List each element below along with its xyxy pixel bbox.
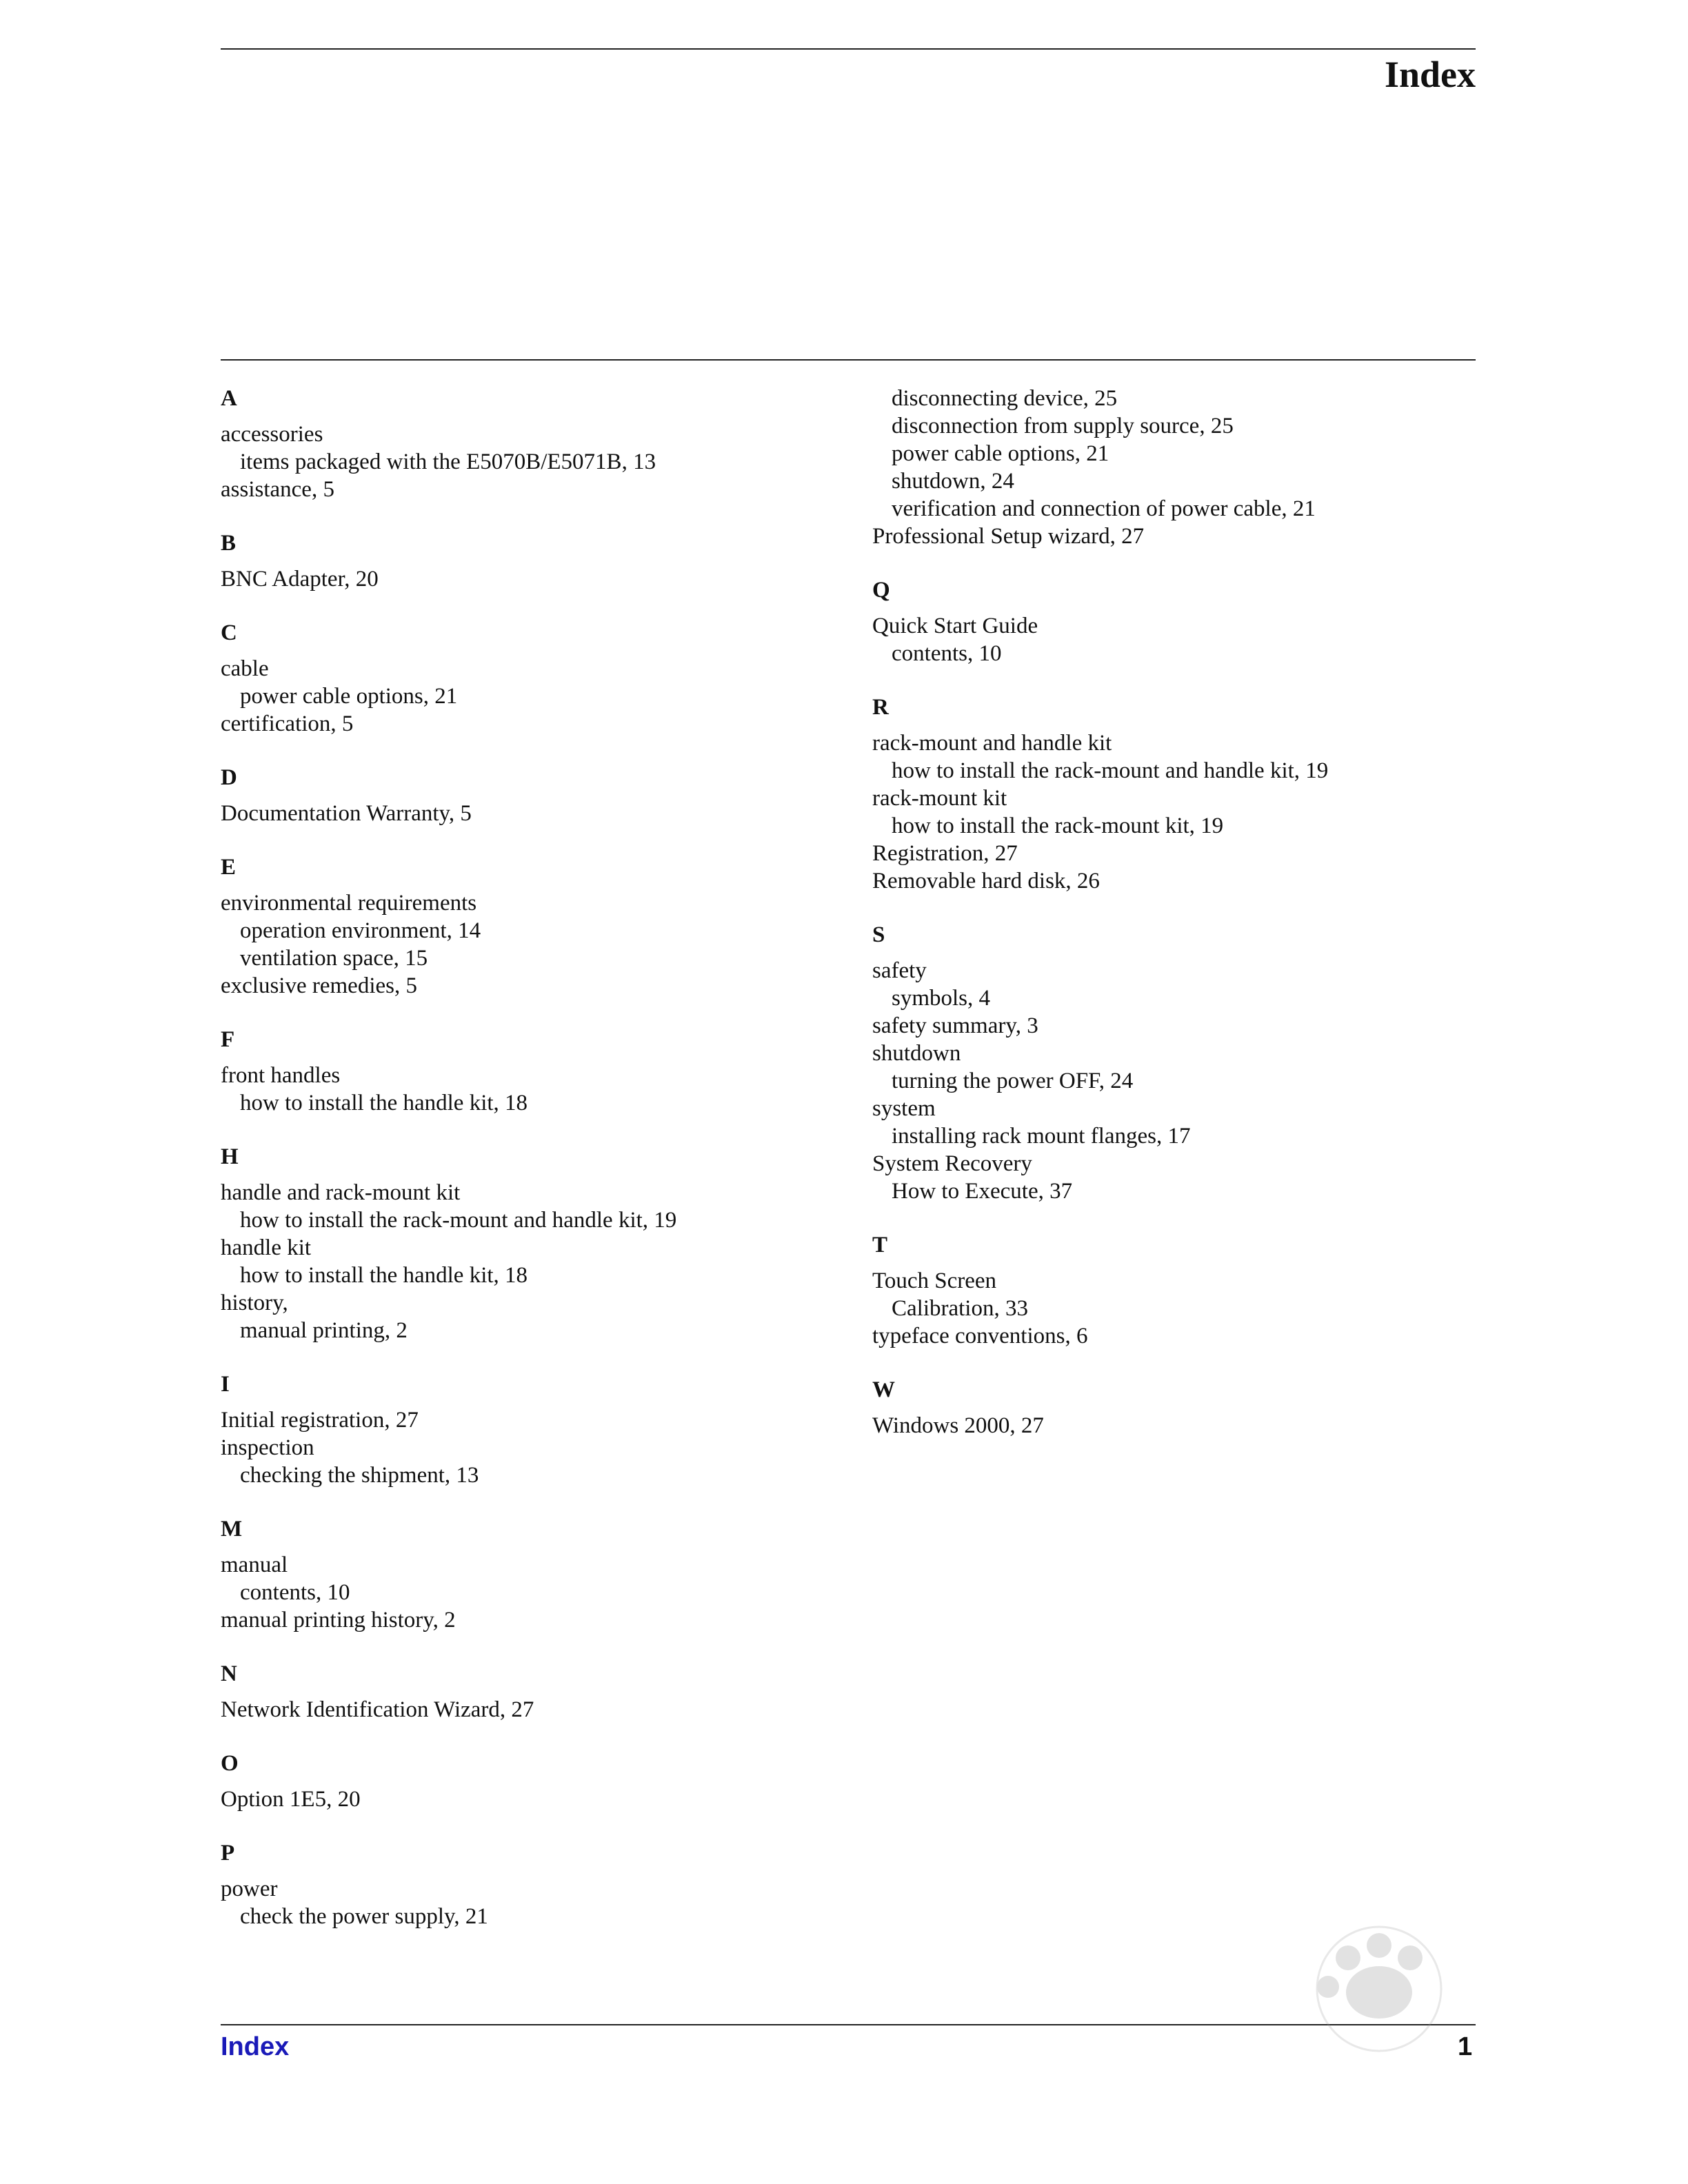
index-entry: Initial registration, 27 [221,1408,419,1433]
index-subentry: disconnection from supply source, 25 [892,414,1234,438]
index-subentry: check the power supply, 21 [240,1904,488,1929]
index-letter-heading: H [221,1144,239,1169]
paw-pad [1317,1976,1339,1998]
index-entry: rack-mount kit [872,786,1007,811]
index-entry: Network Identification Wizard, 27 [221,1697,534,1722]
index-entry: Windows 2000, 27 [872,1413,1044,1438]
index-subentry: manual printing, 2 [240,1318,408,1343]
index-letter-heading: I [221,1372,230,1397]
index-section [221,529,841,593]
index-entry: typeface conventions, 6 [872,1324,1088,1348]
index-entry: exclusive remedies, 5 [221,973,417,998]
index-subentry: disconnecting device, 25 [892,386,1118,411]
index-letter-heading: R [872,695,889,720]
index-subentry: how to install the rack-mount kit, 19 [892,813,1224,838]
section-rule [221,359,1476,361]
index-entry: Documentation Warranty, 5 [221,801,472,826]
index-subentry: contents, 10 [240,1580,350,1605]
index-section [221,1660,841,1723]
paw-pad [1398,1945,1423,1970]
index-subentry: turning the power OFF, 24 [892,1069,1134,1093]
index-subentry: how to install the handle kit, 18 [240,1263,528,1288]
index-entry: system [872,1096,936,1121]
index-subentry: symbols, 4 [892,986,991,1011]
index-section [221,1371,841,1489]
index-letter-heading: W [872,1377,895,1402]
index-section [221,764,841,827]
index-letter-heading: O [221,1751,239,1776]
index-subentry: how to install the rack-mount and handle kit, 19 [892,758,1329,783]
index-letter-heading: E [221,855,237,880]
footer-section-label: Index [221,2032,290,2061]
index-letter-heading: A [221,386,237,411]
index-letter-heading: F [221,1027,235,1052]
index-section [872,385,1493,550]
index-subentry: how to install the rack-mount and handle kit, 19 [240,1208,677,1233]
index-entry: front handles [221,1063,341,1088]
index-entry: handle kit [221,1235,312,1260]
index-subentry: contents, 10 [892,641,1002,666]
index-subentry: installing rack mount flanges, 17 [892,1124,1191,1149]
index-letter-heading: T [872,1233,888,1257]
index-section [221,1026,841,1117]
index-letter-heading: C [221,620,237,645]
index-entry: certification, 5 [221,711,354,736]
index-entry: BNC Adapter, 20 [221,567,379,592]
index-entry: System Recovery [872,1151,1032,1176]
index-entry: environmental requirements [221,891,477,916]
index-section [872,694,1493,895]
index-entry: handle and rack-mount kit [221,1180,461,1205]
index-entry: power [221,1877,278,1901]
index-subentry: checking the shipment, 13 [240,1463,479,1488]
index-entry: safety summary, 3 [872,1013,1038,1038]
index-subentry: power cable options, 21 [892,441,1109,466]
index-entry: manual [221,1553,288,1577]
index-subentry: ventilation space, 15 [240,946,428,971]
top-rule [221,48,1476,50]
index-entry: Removable hard disk, 26 [872,869,1100,893]
index-section [221,1515,841,1634]
index-entry: Quick Start Guide [872,614,1038,638]
index-entry: Option 1E5, 20 [221,1787,361,1812]
index-section [872,1231,1493,1350]
index-section [872,576,1493,667]
index-subentry: Calibration, 33 [892,1296,1028,1321]
index-entry: Registration, 27 [872,841,1018,866]
index-letter-heading: D [221,765,237,790]
index-section [221,619,841,738]
index-entry: safety [872,958,927,983]
index-letter-heading: M [221,1517,243,1541]
index-letter-heading: B [221,531,237,556]
index-entry: shutdown [872,1041,961,1066]
index-section [221,853,841,1000]
index-entry: accessories [221,422,323,447]
index-entry: rack-mount and handle kit [872,731,1112,756]
index-letter-heading: S [872,922,885,947]
index-letter-heading: Q [872,578,890,603]
index-subentry: verification and connection of power cable, 21 [892,496,1316,521]
index-column-left [221,385,841,1957]
baidu-watermark-logo [1172,1910,1579,2110]
index-entry: cable [221,656,269,681]
index-section [221,1143,841,1344]
paw-pad [1367,1933,1391,1958]
index-section [221,1750,841,1813]
index-entry: history, [221,1291,288,1315]
index-subentry: items packaged with the E5070B/E5071B, 13 [240,449,656,474]
page-title: Index [1384,54,1476,95]
index-subentry: How to Execute, 37 [892,1179,1073,1204]
index-subentry: operation environment, 14 [240,918,481,943]
paw-palm [1346,1966,1412,2019]
index-section [221,1839,841,1930]
index-subentry: how to install the handle kit, 18 [240,1091,528,1115]
index-subentry: power cable options, 21 [240,684,458,709]
index-entry: Professional Setup wizard, 27 [872,524,1145,549]
index-subentry: shutdown, 24 [892,469,1014,494]
index-entry: Touch Screen [872,1268,997,1293]
index-letter-heading: P [221,1841,235,1866]
index-entry: inspection [221,1435,314,1460]
index-column-right [872,385,1493,1466]
index-entry: assistance, 5 [221,477,334,502]
index-letter-heading: N [221,1661,237,1686]
page-number: 1 [1458,2032,1473,2061]
index-section [872,1376,1493,1439]
index-section [872,921,1493,1205]
paw-pad [1336,1945,1360,1970]
index-section [221,385,841,503]
index-entry: manual printing history, 2 [221,1608,456,1632]
